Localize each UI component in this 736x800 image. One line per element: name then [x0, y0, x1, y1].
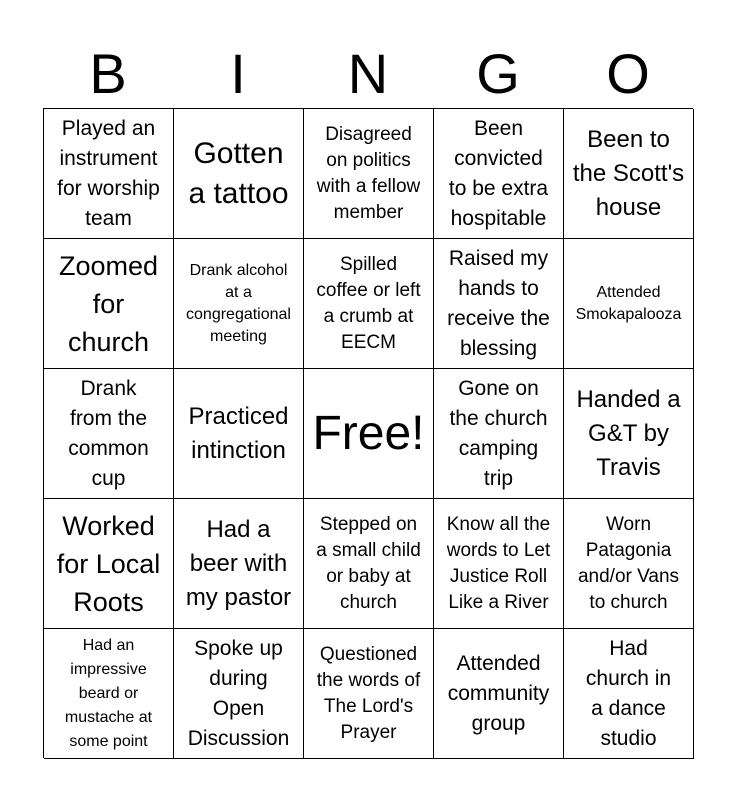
cell-text: Spilled coffee or left a crumb at EECM: [316, 253, 421, 353]
cell-text: Disagreed on politics with a fellow member: [316, 123, 421, 223]
cell-text: Raised my hands to receive the blessing: [447, 246, 550, 360]
cell-text: Gotten a tattoo: [188, 136, 289, 210]
bingo-cell[interactable]: [434, 499, 564, 629]
cell-text: Had church in a dance studio: [585, 636, 672, 750]
bingo-cell[interactable]: [304, 629, 434, 759]
cell-text: Been to the Scott's house: [572, 125, 685, 221]
bingo-cell[interactable]: [434, 109, 564, 239]
bingo-cell[interactable]: [434, 239, 564, 369]
header-letter-n: N: [347, 42, 389, 105]
cell-text: Zoomed for church: [58, 250, 159, 357]
bingo-cell[interactable]: [564, 629, 694, 759]
bingo-cell[interactable]: [564, 109, 694, 239]
bingo-cell[interactable]: [174, 499, 304, 629]
cell-text: Spoke up during Open Discussion: [187, 636, 290, 750]
bingo-cell[interactable]: [434, 629, 564, 759]
bingo-cell[interactable]: [304, 109, 434, 239]
bingo-cell[interactable]: [44, 239, 174, 369]
cell-text: Drank alcohol at a congregational meeting: [186, 261, 291, 345]
free-space-text: Free!: [312, 406, 425, 460]
cell-text: Practiced intinction: [188, 402, 289, 464]
header-letter-i: I: [230, 42, 246, 105]
bingo-cell[interactable]: [44, 629, 174, 759]
cell-text: Questioned the words of The Lord's Prayer: [316, 643, 421, 743]
header-letter-o: O: [606, 42, 650, 105]
free-space[interactable]: [304, 369, 434, 499]
bingo-cell[interactable]: [174, 109, 304, 239]
cell-text: Attended community group: [447, 651, 550, 735]
cell-text: Worked for Local Roots: [56, 510, 161, 617]
bingo-cell[interactable]: [44, 369, 174, 499]
bingo-cell[interactable]: [44, 499, 174, 629]
bingo-header: [43, 40, 693, 108]
bingo-cell[interactable]: [564, 239, 694, 369]
bingo-cell[interactable]: [174, 369, 304, 499]
header-letter-b: B: [89, 42, 127, 105]
cell-text: Attended Smokapalooza: [575, 283, 682, 323]
cell-text: Had an impressive beard or mustache at some point: [64, 636, 153, 750]
cell-text: Drank from the common cup: [68, 376, 149, 490]
bingo-cell[interactable]: [564, 499, 694, 629]
bingo-cell[interactable]: [174, 239, 304, 369]
bingo-cell[interactable]: [564, 369, 694, 499]
cell-text: Gone on the church camping trip: [449, 376, 548, 490]
bingo-cell[interactable]: [174, 629, 304, 759]
bingo-cell[interactable]: [434, 369, 564, 499]
cell-text: Know all the words to Let Justice Roll Like a River: [446, 513, 551, 613]
bingo-cell[interactable]: [304, 499, 434, 629]
cell-text: Worn Patagonia and/or Vans to church: [577, 513, 680, 613]
cell-text: Stepped on a small child or baby at church: [316, 513, 421, 613]
cell-text: Had a beer with my pastor: [185, 515, 292, 611]
cell-text: Been convicted to be extra hospitable: [448, 116, 549, 230]
cell-text: Handed a G&T by Travis: [576, 385, 681, 481]
cell-text: Played an instrument for worship team: [57, 116, 160, 230]
bingo-grid: [43, 108, 693, 758]
header-letter-g: G: [476, 42, 520, 105]
bingo-cell[interactable]: [44, 109, 174, 239]
bingo-cell[interactable]: [304, 239, 434, 369]
